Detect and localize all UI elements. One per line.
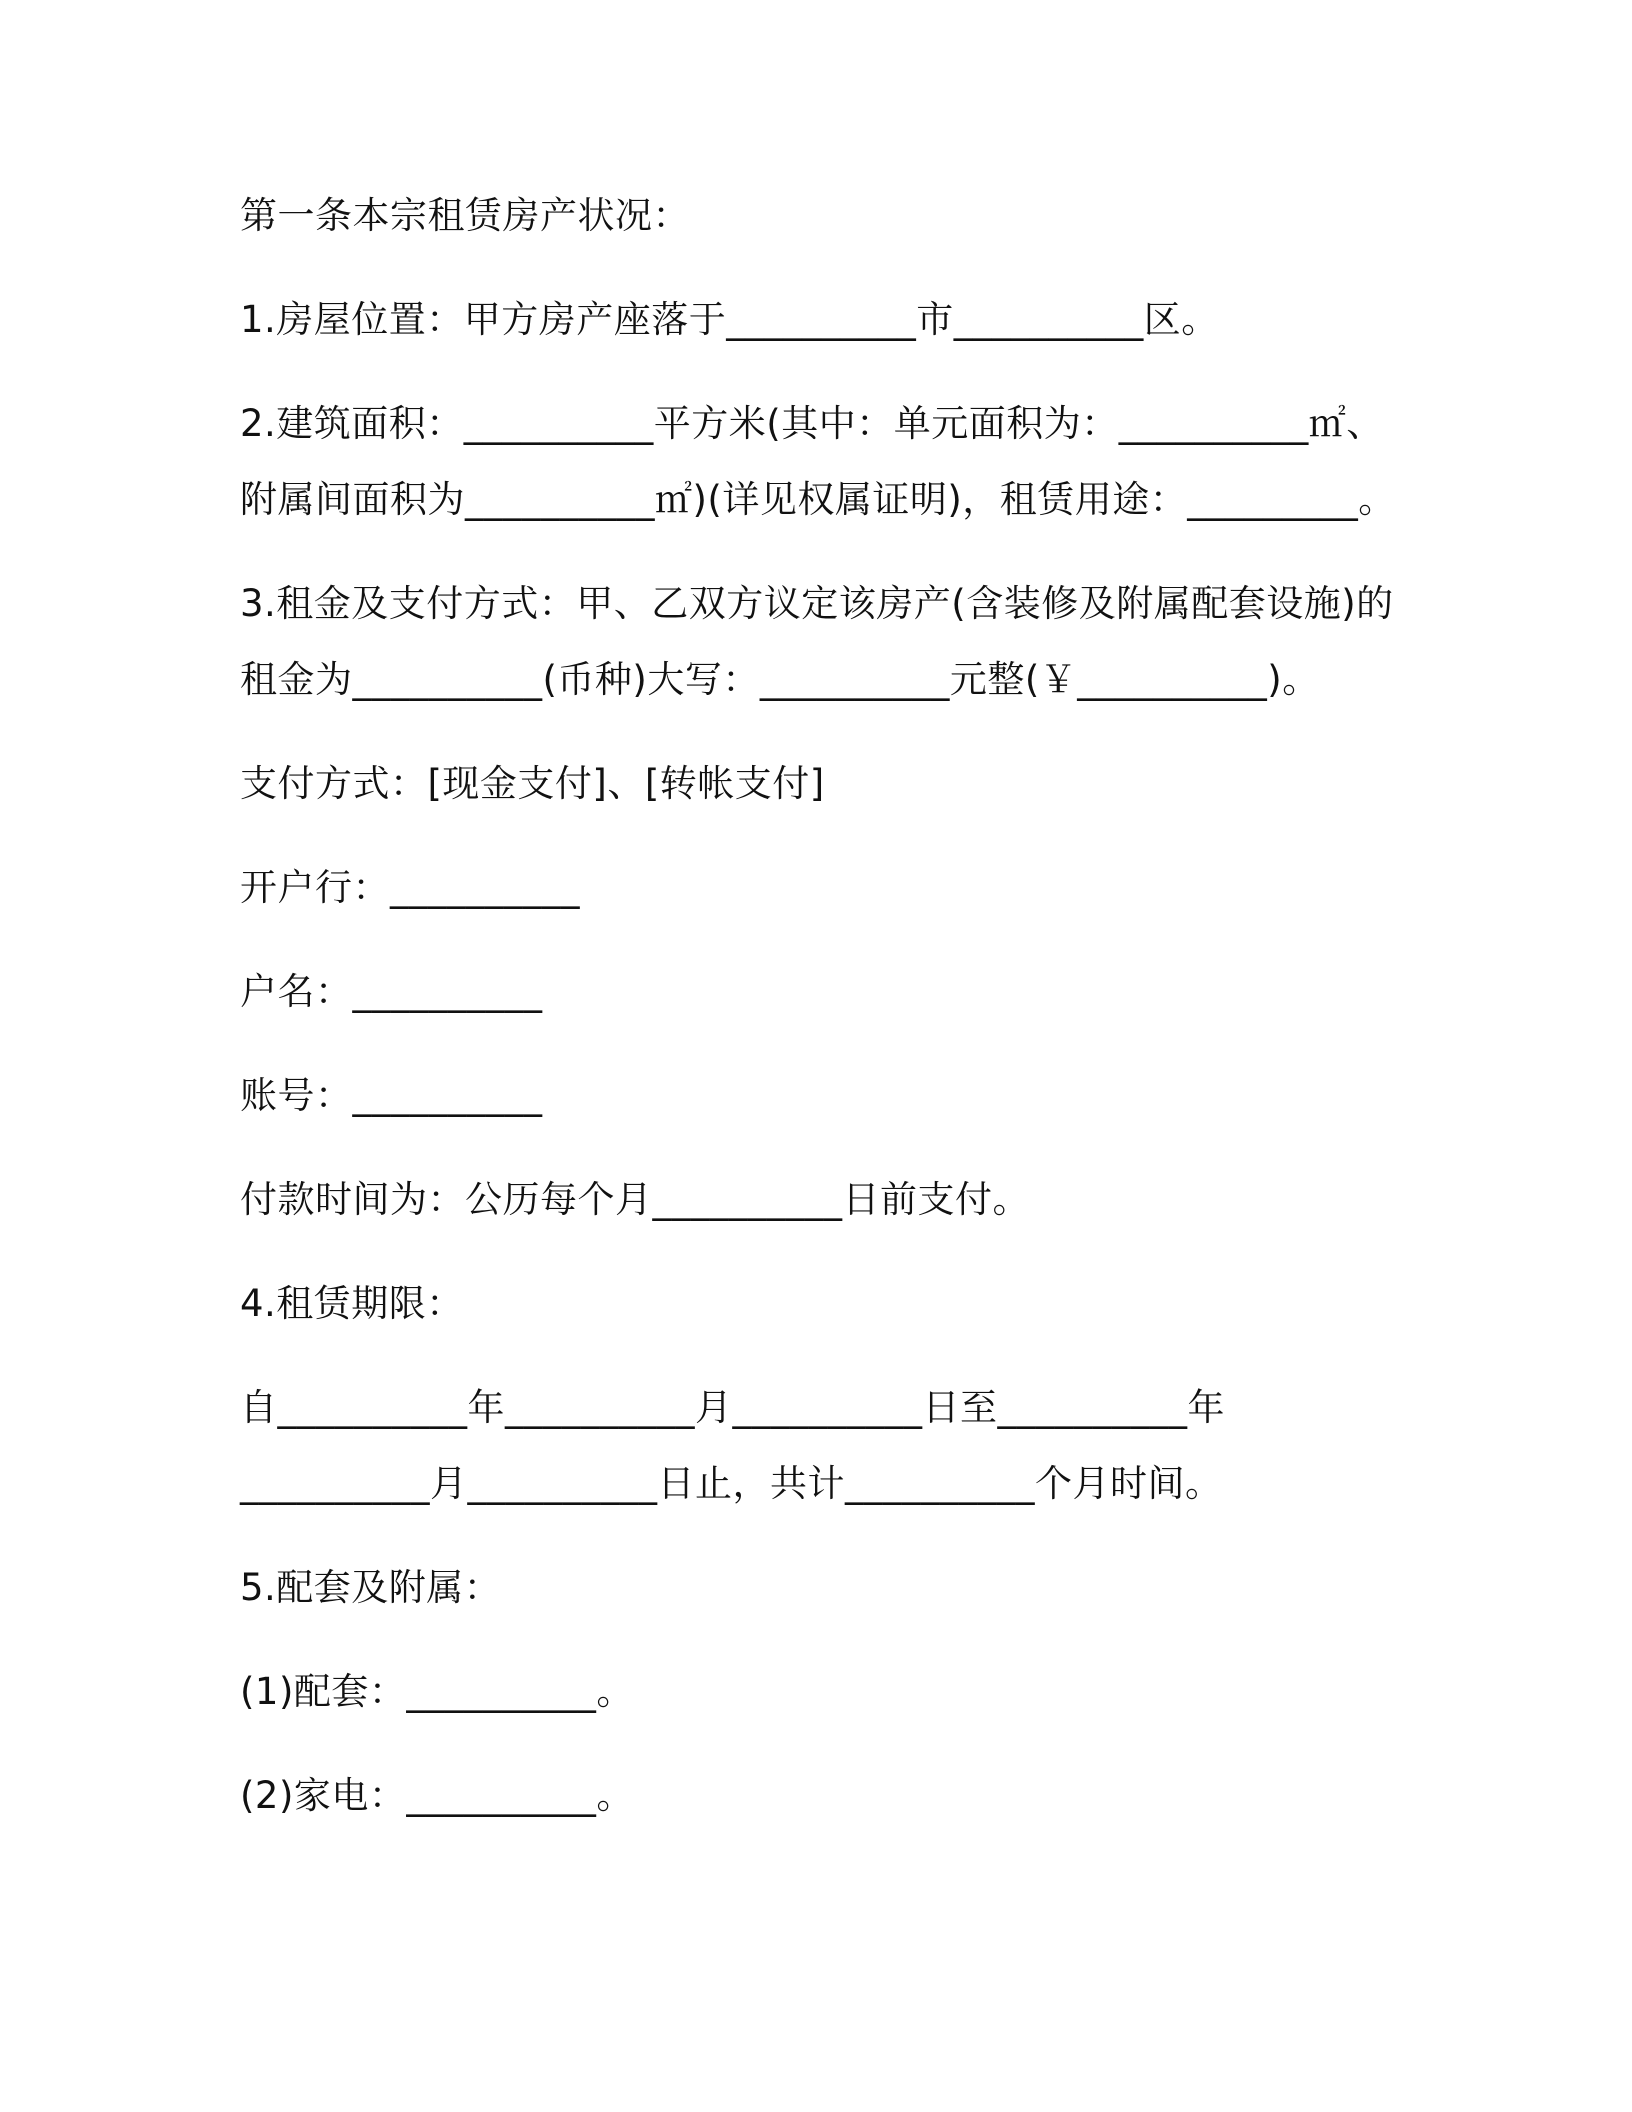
bank-name: 开户行：__________ [240, 866, 580, 909]
payment-method: 支付方式：[现金支付]、[转帐支付] [240, 762, 825, 805]
section-heading-lease-property: 第一条本宗租赁房产状况： [240, 194, 690, 237]
clause-rent-payment: 3.租金及支付方式：甲、乙双方议定该房产(含装修及附属配套设施)的 [240, 582, 1394, 625]
lease-term-to: __________月__________日止，共计__________个月时间。 [240, 1462, 1223, 1505]
clause-building-area: 2.建筑面积：__________平方米(其中：单元面积为：__________㎡、 [240, 402, 1384, 445]
clause-lease-term: 4.租赁期限： [240, 1282, 464, 1325]
account-name: 户名：__________ [240, 970, 543, 1013]
account-number: 账号：__________ [240, 1074, 543, 1117]
payment-time: 付款时间为：公历每个月__________日前支付。 [240, 1178, 1030, 1221]
document-page [240, 0, 1440, 2112]
clause-building-area-cont: 附属间面积为__________㎡)(详见权属证明)，租赁用途：_________。 [240, 478, 1396, 521]
facilities-supporting: (1)配套：__________。 [240, 1670, 634, 1713]
facilities-appliances: (2)家电：__________。 [240, 1774, 634, 1817]
clause-rent-amount: 租金为__________(币种)大写：__________元整(￥__________)。 [240, 658, 1320, 701]
clause-house-location: 1.房屋位置：甲方房产座落于__________市__________区。 [240, 298, 1219, 341]
lease-term-from: 自__________年__________月__________日至__________年 [240, 1386, 1225, 1429]
clause-facilities: 5.配套及附属： [240, 1566, 502, 1609]
